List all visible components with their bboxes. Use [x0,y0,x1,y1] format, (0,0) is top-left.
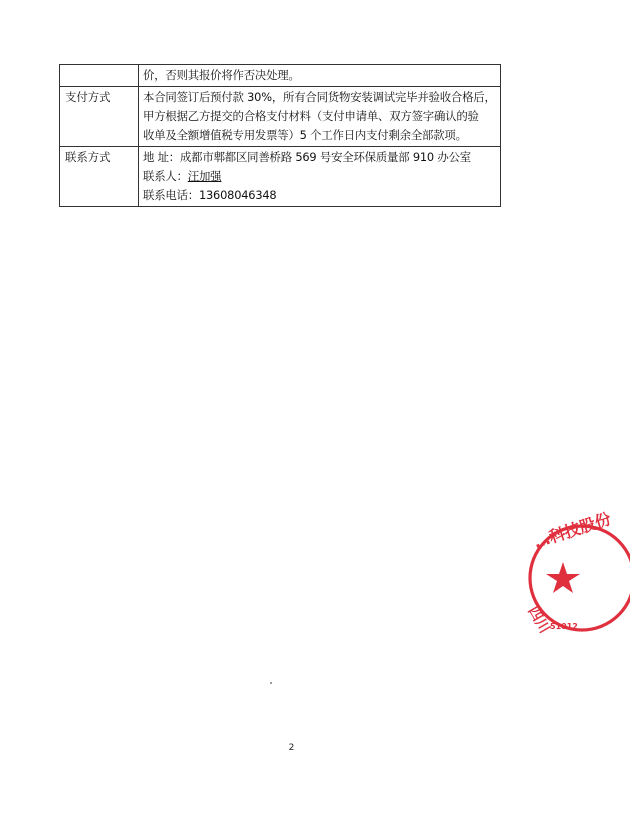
svg-text:…科技股份: …科技股份 [531,509,614,552]
phone-line: 联系电话：13608046348 [143,188,277,202]
svg-text:四川: 四川 [524,604,553,637]
payment-method-cell [139,87,501,147]
contract-terms-table [59,64,501,207]
table-row [60,65,501,87]
row-label-empty [60,65,139,87]
contact-person-name: 汪加强 [187,169,222,183]
quote-continuation-cell [139,65,501,87]
page-number: 2 [288,743,295,753]
payment-line-1: 本合同签订后预付款 30%，所有合同货物安装调试完毕并验收合格后， [143,90,496,104]
company-seal-stamp [520,509,630,648]
seal-code: 51012 [550,622,578,631]
contact-info-label: 联系方式 [60,147,139,207]
contact-info-cell [139,147,501,207]
ink-dot [270,682,272,684]
address-line: 地 址：成都市郫都区同善桥路 569 号安全环保质量部 910 办公室 [143,150,471,164]
seal-star-icon [546,562,580,593]
contact-person-prefix: 联系人： [143,169,188,183]
payment-line-2: 甲方根据乙方提交的合格支付材料（支付申请单、双方签字确认的验 [143,109,479,123]
payment-method-label: 支付方式 [60,87,139,147]
quote-continuation-text: 价，否则其报价将作否决处理。 [143,68,300,82]
table-row [60,147,501,207]
table-row [60,87,501,147]
payment-line-3: 收单及全额增值税专用发票等）5 个工作日内支付剩余全部款项。 [143,128,467,142]
contact-person-line [143,167,497,186]
